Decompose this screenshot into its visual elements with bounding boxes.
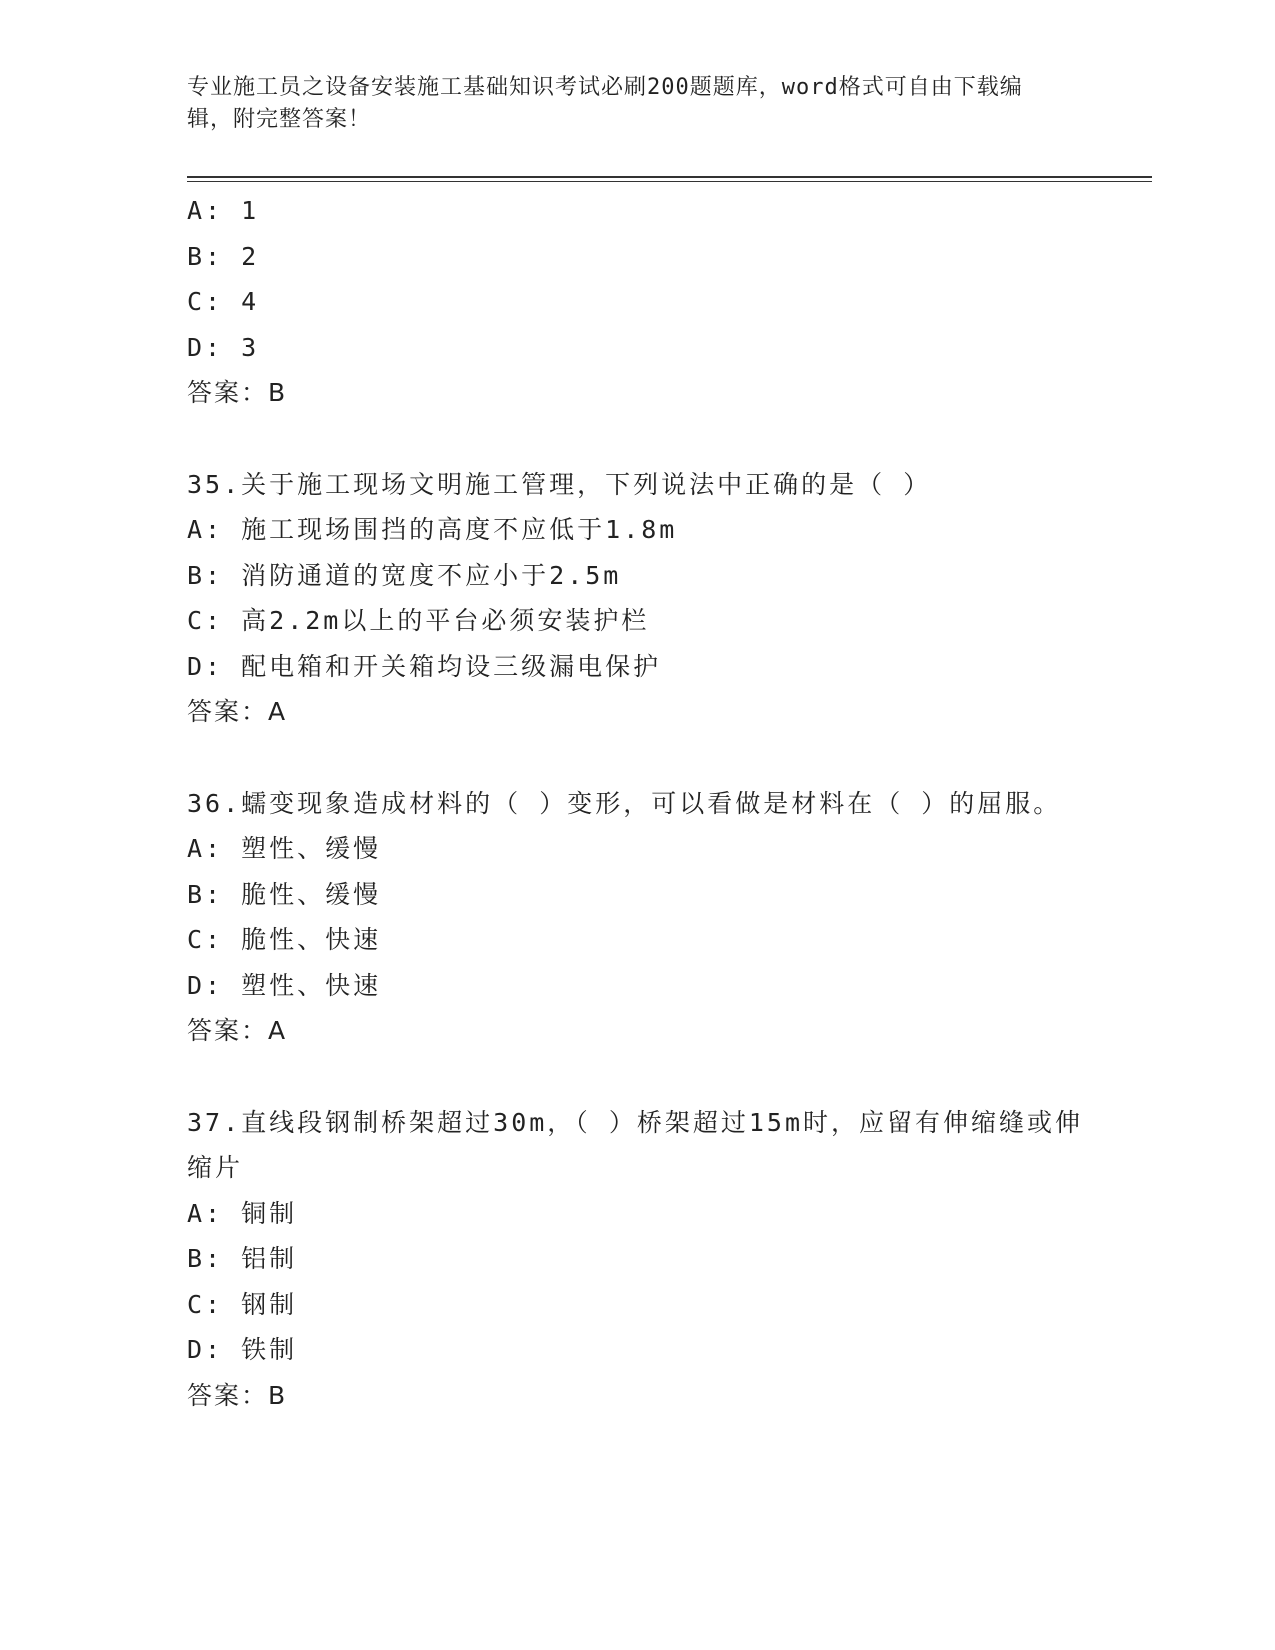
question-block-35	[187, 462, 1137, 735]
answer-line: 答案：A	[187, 1016, 288, 1045]
option-a: A: 1	[187, 196, 260, 225]
option-b: B: 消防通道的宽度不应小于2.5m	[187, 560, 622, 590]
option-d: D: 配电箱和开关箱均设三级漏电保护	[187, 651, 662, 681]
option-c: C: 钢制	[187, 1289, 298, 1319]
option-c: C: 高2.2m以上的平台必须安装护栏	[187, 606, 650, 635]
question-text: 37.直线段钢制桥架超过30m，（ ）桥架超过15m时，应留有伸缩缝或伸缩片	[187, 1107, 1084, 1182]
question-list	[187, 188, 1137, 1464]
option-d: D: 3	[187, 332, 260, 362]
question-block-37	[187, 1100, 1137, 1419]
answer-line: 答案：B	[187, 1380, 288, 1410]
question-block-36	[187, 781, 1137, 1054]
option-a: A: 施工现场围挡的高度不应低于1.8m	[187, 515, 678, 544]
header-rule-thin	[187, 181, 1152, 182]
option-d: D: 铁制	[187, 1335, 298, 1364]
answer-line: 答案：B	[187, 378, 288, 407]
answer-line: 答案：A	[187, 697, 288, 726]
option-d: D: 塑性、快速	[187, 970, 382, 1000]
option-b: B: 2	[187, 241, 260, 271]
question-block-34	[187, 188, 1137, 416]
header-rule-thick	[187, 176, 1152, 178]
question-text: 36.蠕变现象造成材料的（ ）变形，可以看做是材料在（ ）的屈服。	[187, 788, 1062, 818]
document-header: 专业施工员之设备安装施工基础知识考试必刷200题题库，word格式可自由下载编辑，附完整答案！	[187, 75, 1023, 132]
option-a: A: 塑性、缓慢	[187, 834, 382, 863]
option-c: C: 4	[187, 287, 260, 316]
option-b: B: 脆性、缓慢	[187, 879, 382, 909]
option-a: A: 铜制	[187, 1198, 298, 1228]
option-c: C: 脆性、快速	[187, 925, 382, 954]
option-b: B: 铝制	[187, 1244, 298, 1273]
question-text: 35.关于施工现场文明施工管理，下列说法中正确的是（ ）	[187, 469, 932, 499]
